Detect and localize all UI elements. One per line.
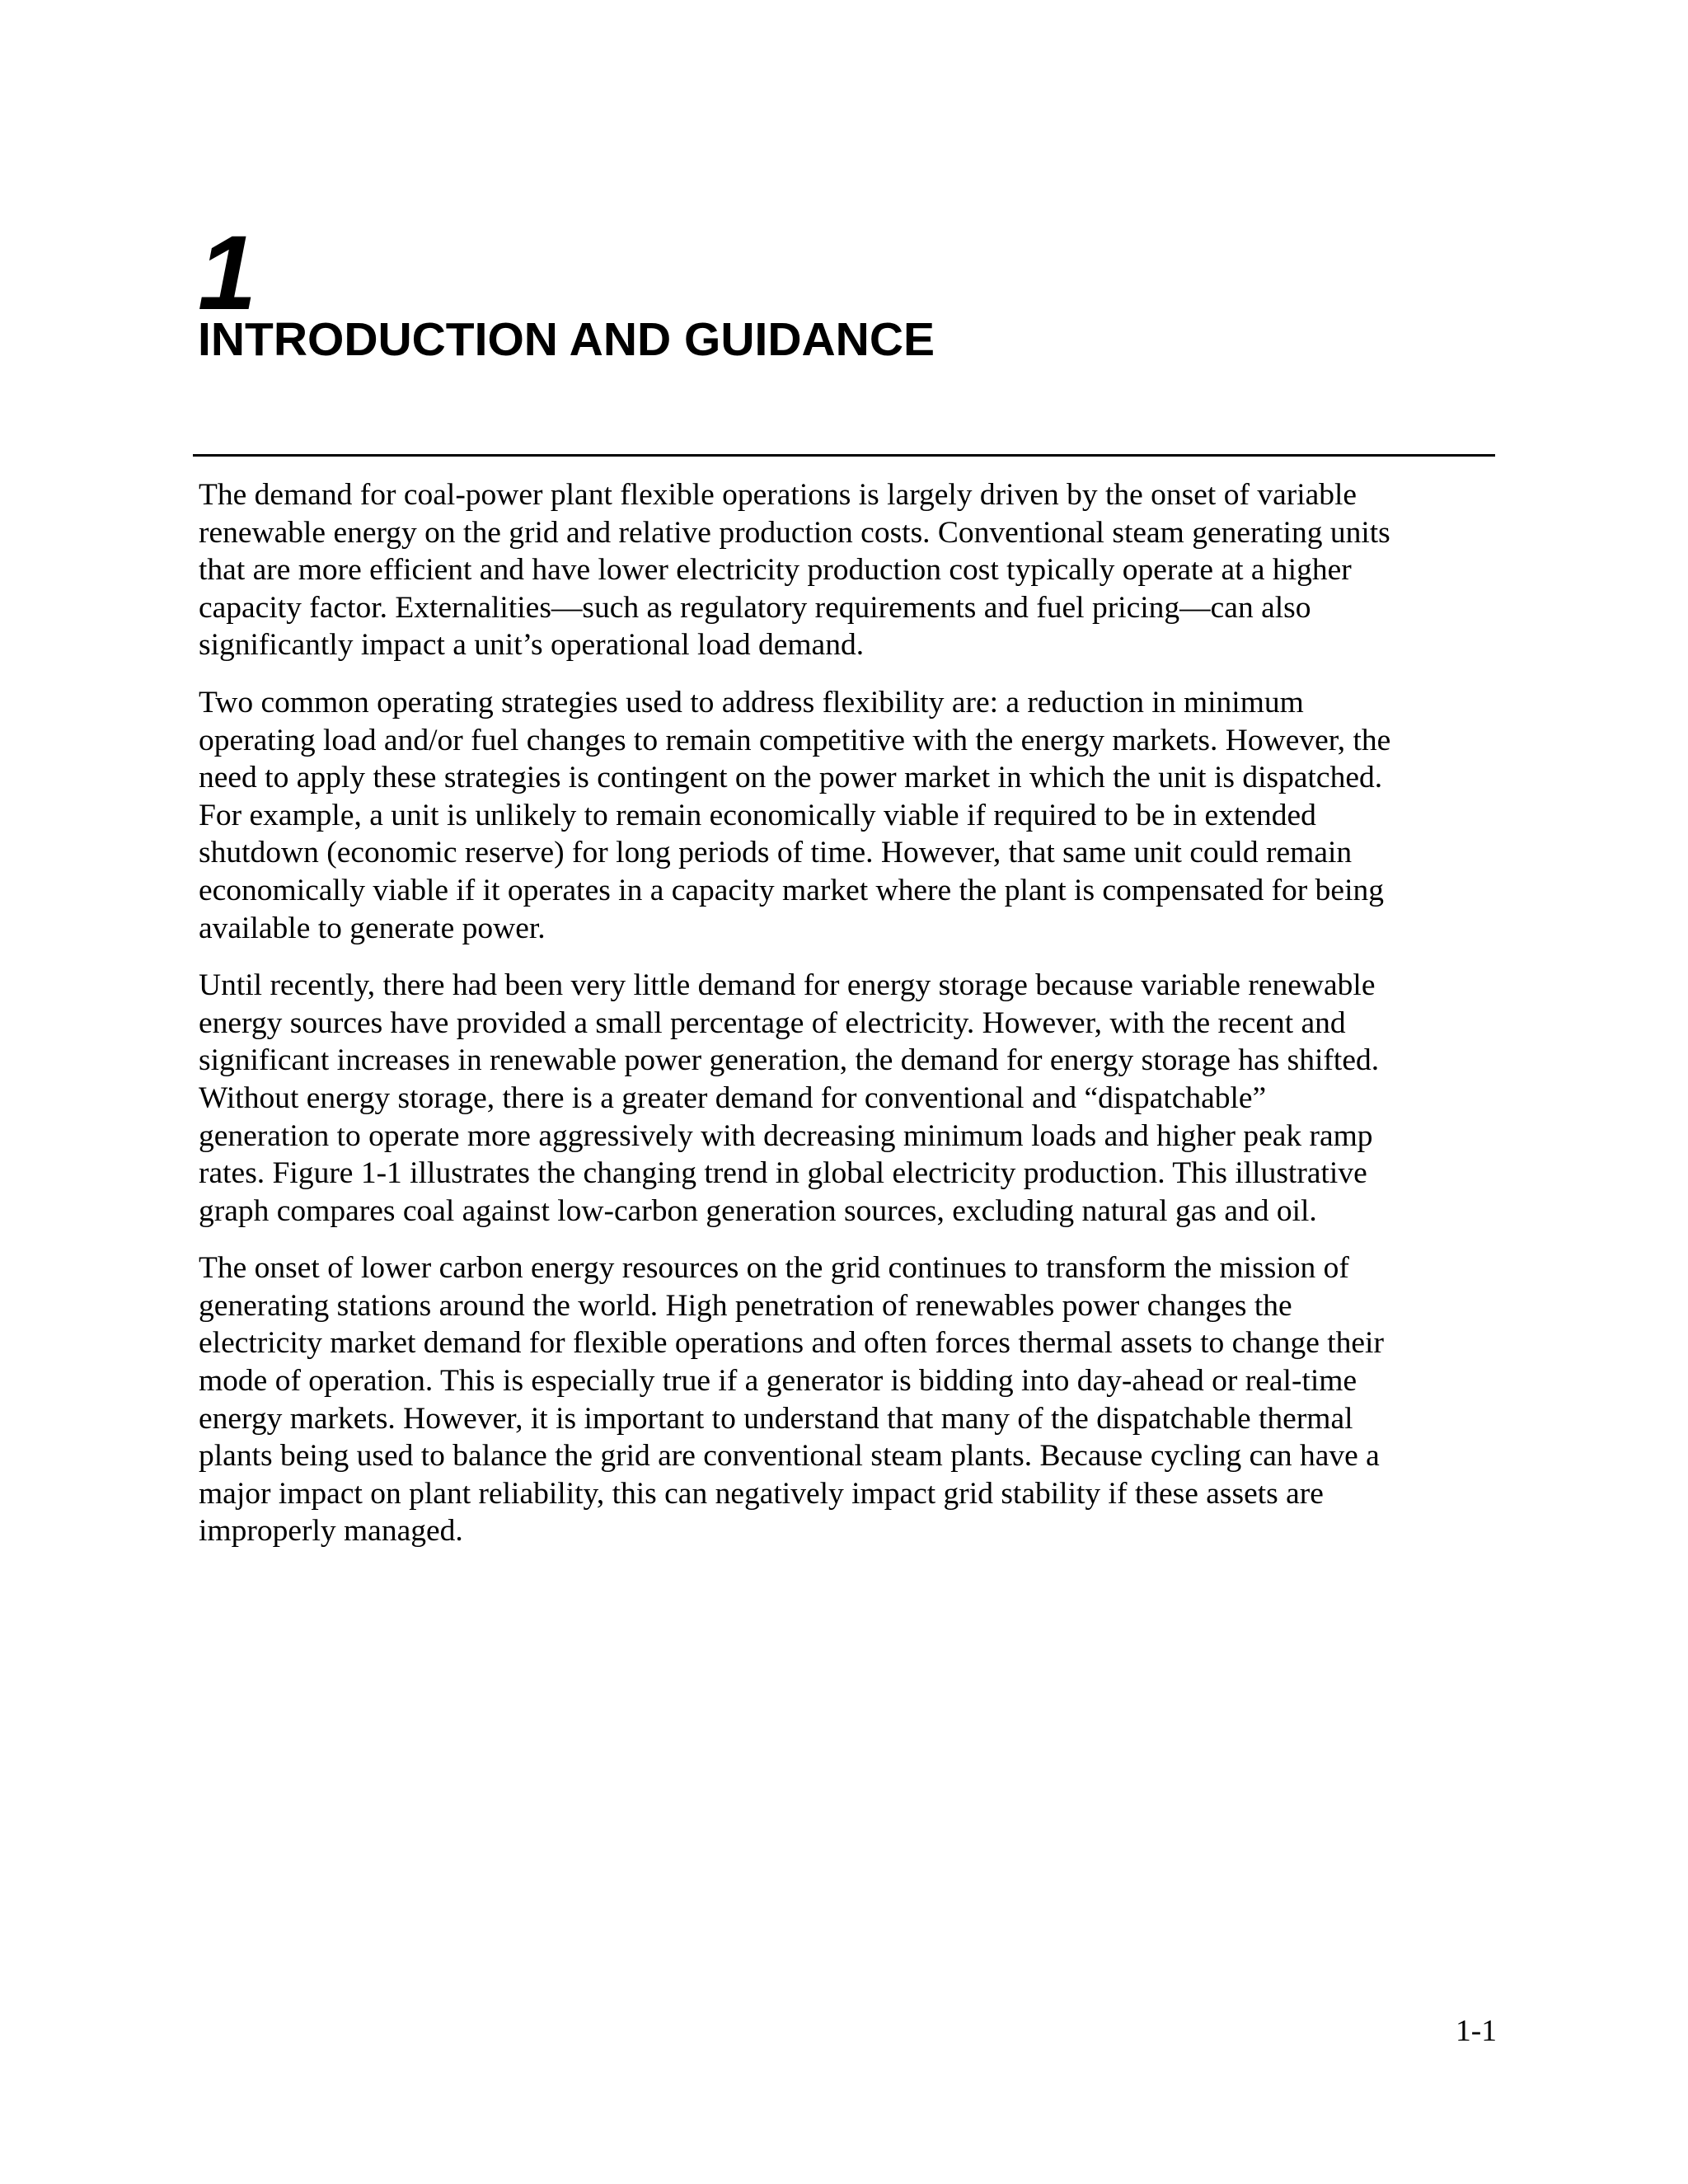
text-line: energy sources have provided a small percentage of electricity. However, with the recent and xyxy=(199,1005,1346,1040)
text-line: energy markets. However, it is important to understand that many of the dispatchable thermal xyxy=(199,1401,1353,1436)
section-divider xyxy=(193,454,1495,457)
text-line: available to generate power. xyxy=(199,911,546,945)
paragraph-2 xyxy=(199,684,1497,947)
text-line: Two common operating strategies used to address flexibility are: a reduction in minimum xyxy=(199,685,1304,719)
text-line: The onset of lower carbon energy resources on the grid continues to transform the mission of xyxy=(199,1251,1349,1286)
text-line: mode of operation. This is especially true if a generator is bidding into day-ahead or real-time xyxy=(199,1364,1357,1399)
text-line: The demand for coal-power plant flexible operations is largely driven by the onset of variable xyxy=(199,478,1357,512)
text-line: graph compares coal against low-carbon generation sources, excluding natural gas and oil. xyxy=(199,1193,1317,1228)
text-line: significant increases in renewable power generation, the demand for energy storage has shifted. xyxy=(199,1043,1380,1078)
text-line: renewable energy on the grid and relative production costs. Conventional steam generating units xyxy=(199,515,1390,550)
text-line: Without energy storage, there is a greater demand for conventional and “dispatchable” xyxy=(199,1080,1267,1115)
text-line: For example, a unit is unlikely to remain economically viable if required to be in extended xyxy=(199,798,1316,832)
paragraph-4 xyxy=(199,1249,1497,1550)
paragraph-3 xyxy=(199,967,1497,1230)
text-line: significantly impact a unit’s operational load demand. xyxy=(199,628,865,663)
text-line: that are more efficient and have lower electricity production cost typically operate at a higher xyxy=(199,553,1352,588)
paragraph-1 xyxy=(199,476,1497,664)
text-line: operating load and/or fuel changes to remain competitive with the energy markets. However, the xyxy=(199,723,1391,757)
text-line: rates. Figure 1-1 illustrates the changing trend in global electricity production. This illustrative xyxy=(199,1156,1367,1191)
text-line: need to apply these strategies is contingent on the power market in which the unit is dispatched. xyxy=(199,761,1383,795)
text-line: shutdown (economic reserve) for long periods of time. However, that same unit could remain xyxy=(199,836,1353,870)
text-line: improperly managed. xyxy=(199,1514,463,1549)
text-line: electricity market demand for flexible operations and often forces thermal assets to change their xyxy=(199,1326,1384,1361)
chapter-title: INTRODUCTION AND GUIDANCE xyxy=(198,313,935,366)
text-line: economically viable if it operates in a capacity market where the plant is compensated for being xyxy=(199,873,1384,907)
body-text xyxy=(199,476,1497,1570)
text-line: generation to operate more aggressively with decreasing minimum loads and higher peak ramp xyxy=(199,1118,1373,1153)
text-line: plants being used to balance the grid are conventional steam plants. Because cycling can have a xyxy=(199,1439,1380,1474)
chapter-number: 1 xyxy=(198,214,257,332)
page-number: 1-1 xyxy=(1456,2014,1497,2048)
text-line: Until recently, there had been very little demand for energy storage because variable renewable xyxy=(199,968,1376,1003)
text-line: generating stations around the world. High penetration of renewables power changes the xyxy=(199,1288,1292,1323)
text-line: capacity factor. Externalities—such as regulatory requirements and fuel pricing—can also xyxy=(199,590,1311,625)
text-line: major impact on plant reliability, this can negatively impact grid stability if these assets are xyxy=(199,1476,1324,1511)
